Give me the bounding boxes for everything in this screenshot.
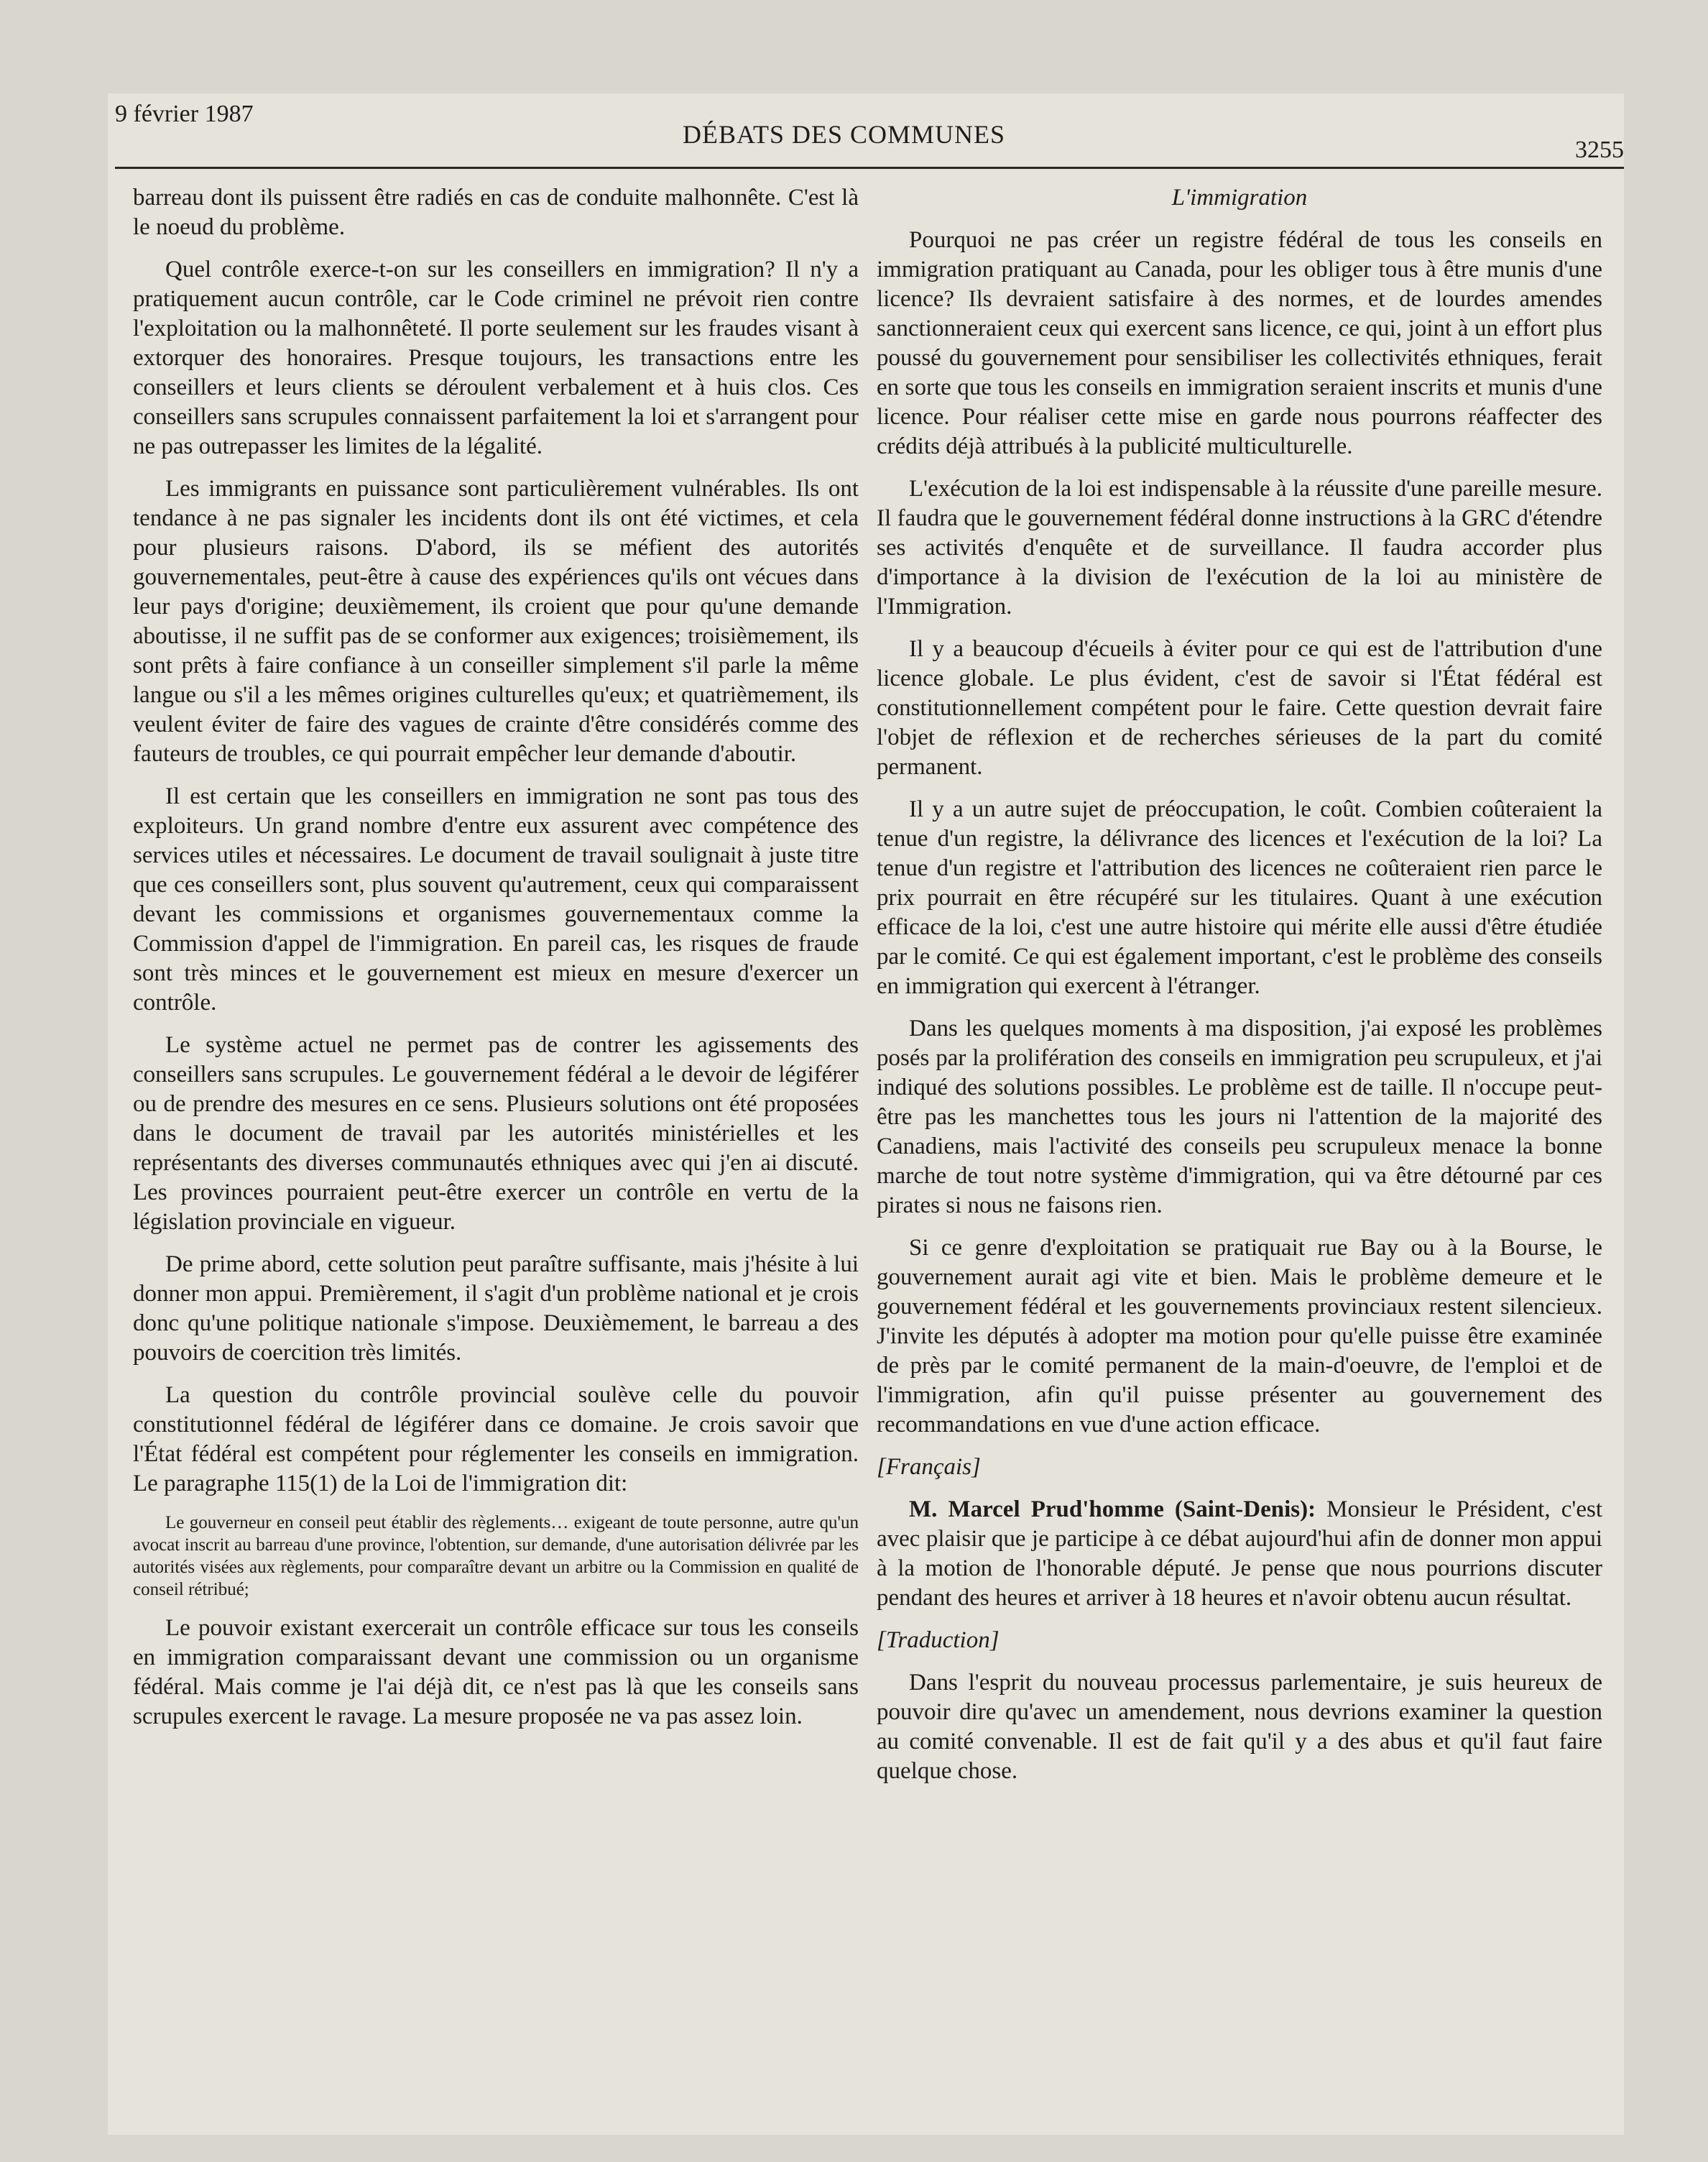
paragraph: La question du contrôle provincial soulève celle du pouvoir constitutionnel fédéral de légiférer dans ce domaine. Je crois savoir que l'État fédéral est compétent pour réglementer les conseils en immigration. Le paragraphe 115(1) de la Loi de l'immigration dit:: [133, 1382, 859, 1496]
paragraph: Il est certain que les conseillers en immigration ne sont pas tous des exploiteurs. Un grand nombre d'entre eux assurent avec compétence des services utiles et nécessaires. Le document de travail soulignait à juste titre que ces conseillers sont, plus souvent qu'autrement, ceux qui comparaissent devant les commissions et organismes gouvernementaux comme la Commission d'appel de l'immigration. En pareil cas, les risques de fraude sont très minces et le gouvernement est mieux en mesure d'exercer un contrôle.: [133, 783, 859, 1016]
header-rule: [115, 167, 1624, 169]
paragraph: Si ce genre d'exploitation se pratiquait rue Bay ou à la Bourse, le gouvernement aurait agi vite et bien. Mais le problème demeure et le gouvernement fédéral et les gouvernements provinciaux restent silencieux. J'invite les députés à adopter ma motion pour qu'elle puisse être examinée de près par le comité permanent de la main-d'oeuvre, de l'emploi et de l'immigration, afin qu'il puisse présenter au gouvernement des recommandations en vue d'une action efficace.: [877, 1235, 1602, 1438]
page-number: 3255: [1575, 137, 1624, 163]
paragraph: De prime abord, cette solution peut paraître suffisante, mais j'hésite à lui donner mon appui. Premièrement, il s'agit d'un problème national et je crois donc qu'une politique nationale s'impose. Deuxièmement, le barreau a des pouvoirs de coercition très limités.: [133, 1251, 859, 1366]
paragraph: Dans l'esprit du nouveau processus parlementaire, je suis heureux de pouvoir dire qu'avec un amendement, nous devrions examiner la question au comité convenable. Il est de fait qu'il y a des abus et qu'il faut faire quelque chose.: [877, 1670, 1602, 1784]
page-header: [115, 101, 1624, 163]
paragraph: Le pouvoir existant exercerait un contrôle efficace sur tous les conseils en immigration comparaissant devant une commission ou un organisme fédéral. Mais comme je l'ai déjà dit, ce n'est pas là que les conseils sans scrupules exercent le ravage. La mesure proposée ne va pas assez loin.: [133, 1615, 859, 1729]
header-date: 9 février 1987: [115, 101, 254, 127]
legal-quote: Le gouverneur en conseil peut établir des règlements… exigeant de toute personne, autre qu'un avocat inscrit au barreau d'une province, l'obtention, sur demande, d'une autorisation délivrée par les autorités visées aux règlements, pour comparaître devant un arbitre ou la Commission en qualité de conseil rétribué;: [133, 1513, 859, 1599]
section-title: L'immigration: [1171, 185, 1308, 211]
language-marker: [Français]: [877, 1454, 981, 1480]
paragraph: Il y a beaucoup d'écueils à éviter pour ce qui est de l'attribution d'une licence globale. Le plus évident, c'est de savoir si l'État fédéral est constitutionnellement compétent pour le faire. Cette question devrait faire l'objet de réflexion et de recherches sérieuses de la part du comité permanent.: [877, 636, 1602, 780]
speaker-name: M. Marcel Prud'homme (Saint-Denis):: [909, 1496, 1316, 1522]
paragraph: L'exécution de la loi est indispensable à la réussite d'une pareille mesure. Il faudra que le gouvernement fédéral donne instructions à la GRC d'étendre ses activités d'enquête et de surveillance. Il faudra accorder plus d'importance à la division de l'exécution de la loi au ministère de l'Immigration.: [877, 476, 1602, 620]
paragraph: Les immigrants en puissance sont particulièrement vulnérables. Ils ont tendance à ne pas signaler les incidents dont ils ont été victimes, et cela pour plusieurs raisons. D'abord, ils se méfient des autorités gouvernementales, peut-être à cause des expériences qu'ils ont vécues dans leur pays d'origine; deuxièmement, ils croient que pour qu'une demande aboutisse, il ne suffit pas de se conformer aux exigences; troisièmement, ils sont prêts à faire confiance à un conseiller simplement s'il parle la même langue ou s'il a les mêmes origines culturelles qu'eux; et quatrièmement, ils veulent éviter de faire des vagues de crainte d'être considérés comme des fauteurs de troubles, ce qui pourrait empêcher leur demande d'aboutir.: [133, 476, 859, 767]
language-marker: [Traduction]: [877, 1627, 1000, 1653]
paragraph: Quel contrôle exerce-t-on sur les conseillers en immigration? Il n'y a pratiquement aucun contrôle, car le Code criminel ne prévoit rien contre l'exploitation ou la malhonnêteté. Il porte seulement sur les fraudes visant à extorquer des honoraires. Presque toujours, les transactions entre les conseillers et leurs clients se déroulent verbalement et à huis clos. Ces conseillers sans scrupules connaissent parfaitement la loi et s'arrangent pour ne pas outrepasser les limites de la légalité.: [133, 257, 859, 459]
paragraph: barreau dont ils puissent être radiés en cas de conduite malhonnête. C'est là le noeud du problème.: [133, 185, 859, 240]
paragraph: Il y a un autre sujet de préoccupation, le coût. Combien coûteraient la tenue d'un registre, la délivrance des licences et l'exécution de la loi? La tenue d'un registre et l'attribution des licences ne coûteraient rien parce le prix pourrait en être récupéré sur les titulaires. Quant à une exécution efficace de la loi, c'est une autre histoire qui mérite elle aussi d'être étudiée par le comité. Ce qui est également important, c'est le problème des conseils en immigration qui exercent à l'étranger.: [877, 796, 1602, 999]
paragraph: Dans les quelques moments à ma disposition, j'ai exposé les problèmes posés par la prolifération des conseils en immigration peu scrupuleux, et j'ai indiqué des solutions possibles. Le problème est de taille. Il n'occupe peut-être pas les manchettes tous les jours ni l'attention de la majorité des Canadiens, mais l'activité des conseils peu scrupuleux menace la bonne marche de tout notre système d'immigration, qui va être détourné par ces pirates si nous ne faisons rien.: [877, 1016, 1602, 1218]
header-title: DÉBATS DES COMMUNES: [683, 120, 1006, 149]
paragraph: Pourquoi ne pas créer un registre fédéral de tous les conseils en immigration pratiquant au Canada, pour les obliger tous à être munis d'une licence? Ils devraient satisfaire à des normes, et de lourdes amendes sanctionneraient ceux qui exercent sans licence, ce qui, joint à un effort plus poussé du gouvernement pour sensibiliser les collectivités ethniques, ferait en sorte que tous les conseils en immigration seraient inscrits et munis d'une licence. Pour réaliser cette mise en garde nous pourrons réaffecter des crédits déjà attribués à la publicité multiculturelle.: [877, 227, 1602, 459]
right-column: [877, 183, 1602, 1799]
left-column: [133, 183, 859, 1744]
speech-text: Monsieur le Président, c'est avec plaisir que je participe à ce débat aujourd'hui afin de donner mon appui à la motion de l'honorable député. Je pense que nous pourrions discuter pendant des heures et arriver à 18 heures et n'avoir obtenu aucun résultat.: [877, 1496, 1603, 1611]
speech-paragraph: [877, 1495, 1602, 1613]
paragraph: Le système actuel ne permet pas de contrer les agissements des conseillers sans scrupules. Le gouvernement fédéral a le devoir de légiférer ou de prendre des mesures en ce sens. Plusieurs solutions ont été proposées dans le document de travail par les autorités ministérielles et les représentants des diverses communautés ethniques avec qui j'en ai discuté. Les provinces pourraient peut-être exercer un contrôle en vertu de la législation provinciale en vigueur.: [133, 1032, 859, 1235]
